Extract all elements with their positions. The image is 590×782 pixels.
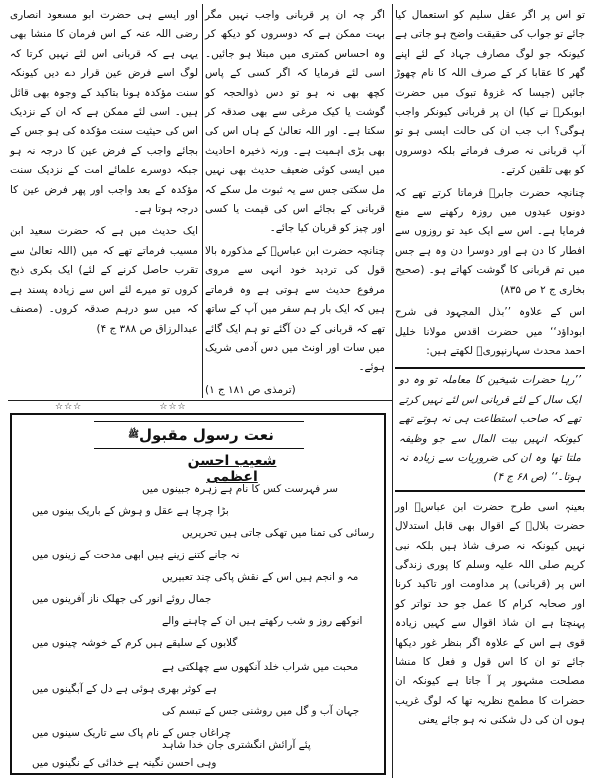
column-divider [392,4,393,778]
text-column-middle [205,6,385,398]
paragraph: تو اس پر اگر عقل سلیم کو استعمال کیا جائے تو جواب کی حقیقت واضح ہو جاتی ہے کیونکہ جو لوگ مصارف جہاد کے لئے اپنے گھر کا عقابا کر کے صرف اللہ کا نام چھوڑ جائیں (جیسا کہ غزوۂ تبوک میں حضرت ابوبکرؓ نے کیا) ان پر قربانی کیونکر واجب ہوگی؟ اب جب ان کی حالت ایسی ہو تو آپ قربانی نہ صرف فرماتے بلکہ دوسروں کو بھی تلقین کرتے۔ [395,9,585,177]
text-column-right [395,6,585,776]
poem-line: جمال روئے انور کی جھلک ناز آفرینوں میں [32,593,212,605]
poem-line: انوکھے روز و شب رکھتے ہیں ان کے چاہنے والے [162,615,363,627]
paragraph: ایک حدیث میں ہے کہ حضرت سعید ابن مسیب فرماتے تھے کہ میں (اللہ تعالیٰ سے تقرب حاصل کرنے کے لئے) ایک بکری ذبح کروں تو میرے لئے اس سے زیادہ پسند ہے کہ میں سو درہم صدقہ کروں۔ (مصنف عبدالرزاق ص ۳۸۸ ج ۴) [10,225,198,335]
quotation-block: ’’رہا حضرات شیخین کا معاملہ تو وہ دو ایک سال کے لئے قربانی اس لئے نہیں کرتے تھے کہ صاحب استطاعت ہی نہ ہوتے تھے کیونکہ انہیں بیت المال سے جو وظیفہ ملتا تھا وہ ان کی ضروریات سے زیادہ نہ ہوتا۔‘‘ (ص ۶۸ ج ۴) [395,367,585,491]
poem-line: وہی احسن نگینہ ہے خدائی کے نگینوں میں [32,757,217,769]
section-stars: ☆☆☆ ☆☆☆ [55,402,187,412]
paragraph: چنانچہ حضرت ابن عباسؓ کے مذکورہ بالا قول کی تردید خود انہی سے مروی مرفوع حدیث سے ہوتی ہے وہ فرماتے ہیں کہ ایک بار ہم سفر میں آپ کے ساتھ تھے کہ قربانی کے دن آگئے تو ہم ایک گائے میں سات اور اونٹ میں دس آدمی شریک ہوئے۔ [205,244,385,374]
poem-line: سر فہرست کس کا نام ہے زہرہ جبینوں میں [142,483,338,495]
poem-title-bar [94,421,304,449]
poem-line: نہ جانے کتنے زینے ہیں ابھی مدحت کے زینوں میں [32,549,240,561]
text-column-left [10,6,198,398]
poem-line: محبت میں شراب خلد آنکھوں سے چھلکتی ہے [162,661,359,673]
paragraph: چنانچہ حضرت جابرؓ فرماتا کرتے تھے کہ دونوں عیدوں میں روزہ رکھنے سے منع فرمایا ہے۔ اس سے ایک عید تو روزوں سے افطار کا دن ہے اور دوسرا دن وہ ہے جس میں تم قربانی کا گوشت کھاتے ہو۔ (صحیح بخاری ج ۲ ص ۸۳۵) [395,186,585,296]
poem-line: ہے کوثر بھری ہوئی ہے دل کے آبگینوں میں [32,683,217,695]
salutation-ornament: ﷺ [128,430,140,440]
poem-line: رسائی کی تمنا میں تھکی جاتی ہیں تحریریں [182,527,375,539]
column-divider [202,4,203,398]
poem-author: شعیب احسن اعظمی [187,453,277,485]
section-divider [8,400,392,401]
paragraph: اس کے علاوہ ’’بذل المجہود فی شرح ابوداؤد‘‘ میں حضرت اقدس مولانا خلیل احمد محدث سہارنپوریؒ لکھتے ہیں: [395,306,585,357]
naat-poem-box [10,413,386,775]
poem-line: چراغاں جس کے نام پاک سے تاریک سینوں میں [32,727,231,739]
paragraph: بعینہٖ اسی طرح حضرت ابن عباسؓ اور حضرت بلالؓ کے اقوال بھی قابل استدلال نہیں کیونکہ نہ صرف شاذ ہیں بلکہ نبی کریم صلی اللہ علیہ وسلم کا پوری زندگی اس پر (قربانی) پر مداومت اور تاکید کرنا اور صحابہ کرام کا عمل جو حد تواتر کو پہنچتا ہے ان شاذ اقوال سے کہیں زیادہ قوی ہے اس کے علاوہ اگر بنظر غور دیکھا جائے تو ان کا اس قول و فعل کا منشا مصلحت مشہور پر آ جاتا ہے کیونکہ ان حضرات کا مطمح نظریہ تھا کہ لوگ غریب ہوں ان کی دل شکنی نہ ہو جائے یعنی [395,500,585,727]
paragraph: اگر چہ ان پر قربانی واجب نہیں مگر بہت ممکن ہے کہ دوسروں کو دیکھ کر وہ احساس کمتری میں مبتلا ہو جائیں۔ اسی لئے فرمایا کہ اگر کسی کے پاس کچھ بھی نہ ہو تو دس ذوالحجہ کو گوشت یا کیک مرغی سے بھی صدقہ کر سکتا ہے۔ اور اللہ تعالیٰ کے ہاں اس کی بھی بڑی اہمیت ہے۔ ورنہ ذخیرہ احادیث میں ایسی کوئی ضعیف حدیث بھی نہیں مل سکتی جس سے یہ ثبوت مل سکے کہ قربانی کے بجائے اس کی قیمت یا کسی اور چیز کو قربان کیا جائے۔ [205,9,385,235]
poem-line: جہان آب و گل میں روشنی جس کے تبسم کی [162,705,360,717]
citation: (ترمذی ص ۱۸۱ ج ۱) [205,383,296,396]
poem-line: گلابوں کے سلیقے ہیں کرم کے خوشہ چینوں میں [32,637,238,649]
poem-line: مہ و انجم ہیں اس کے نقش پاکی چند تعبیریں [162,571,359,583]
paragraph: اور ایسے ہی حضرت ابو مسعود انصاری رضی اللہ عنہ کے اس فرمان کا منشا بھی یہی ہے کہ قربانی اس لئے نہیں کرتا کہ لوگ اسے فرض عین قرار دے دیں کیونکہ سنت مؤکدہ ہونا بتاکید کے وجوہ بھی قائل ہیں۔ اسی لئے ممکن ہے کہ ان کے نزدیک اس کی حیثیت سنت مؤکدہ کی ہو جس کے بجائے واجب کے فرض عین کا درجہ نہ ہو جبکہ دوسرے علمائے امت کے نزدیک سنت مؤکدہ کے بعد واجب اور پھر فرض عین کا درجہ ہوتا ہے۔ [10,9,198,216]
poem-line: بڑا چرچا ہے عقل و ہوش کے باریک بینوں میں [32,505,229,517]
poem-line: پئے آرائش انگشتری جان خدا شاہد [162,739,311,751]
poem-title: نعت رسول مقبول [139,426,274,444]
